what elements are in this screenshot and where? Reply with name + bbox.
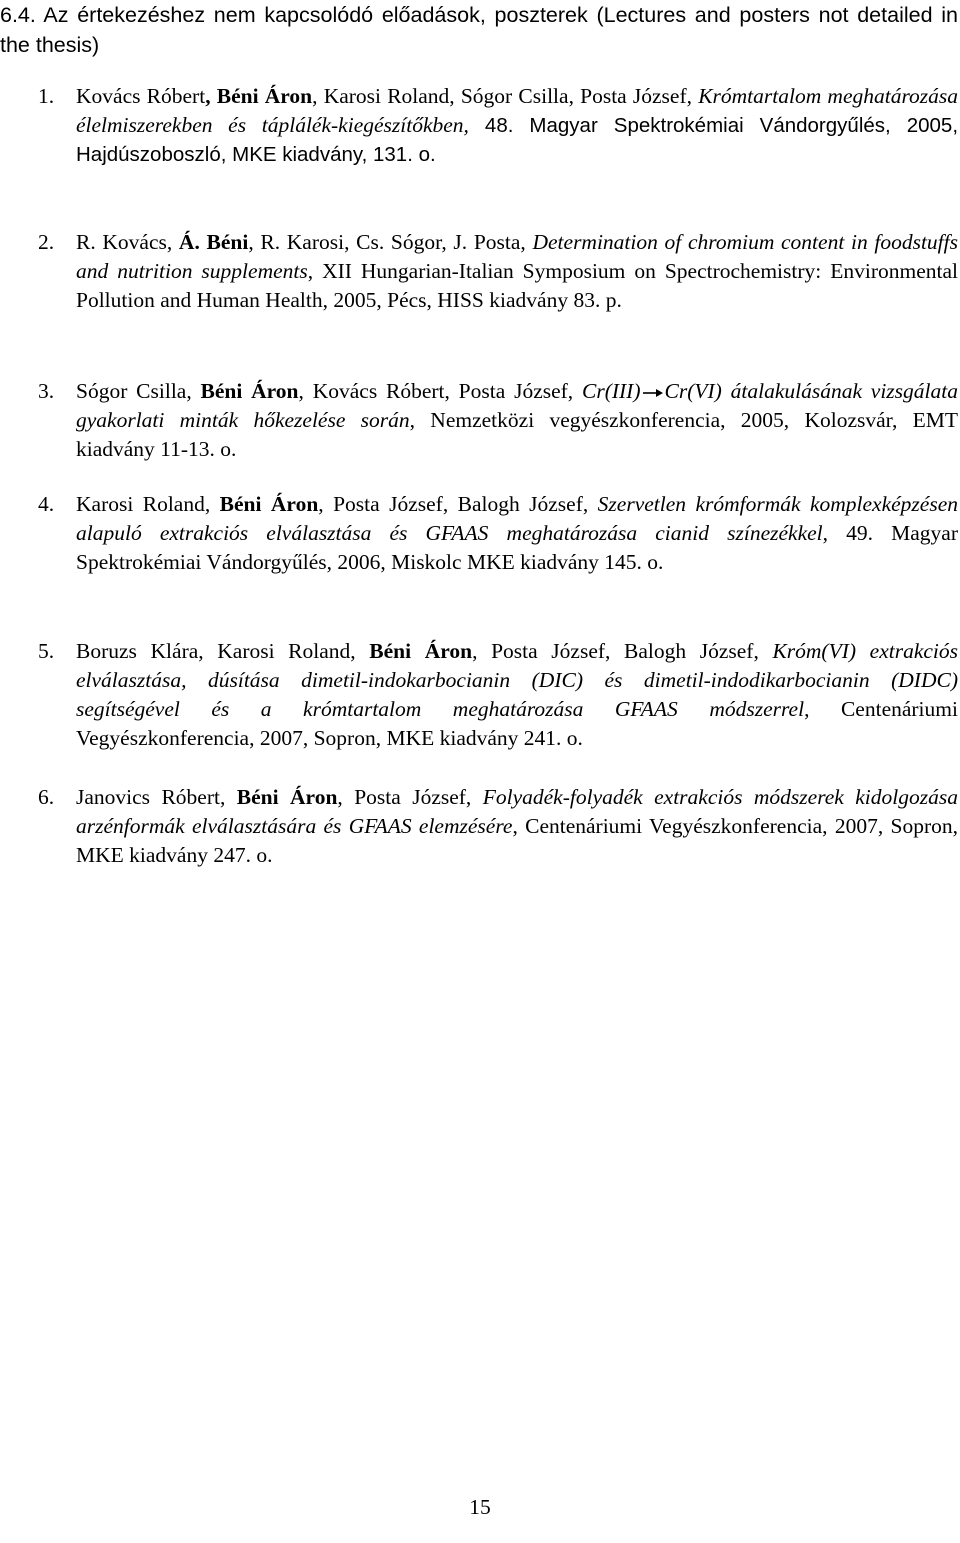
item-authors: Sógor Csilla, [76,379,201,403]
list-item [0,637,958,753]
item-author-highlight: Á. Béni [178,230,249,254]
item-authors: , R. Karosi, Cs. Sógor, J. Posta, [248,230,533,254]
item-details: , XII Hungarian-Italian Symposium on Spectrochemistry: Environmental Pollution and Human Health, 2005, Pécs, HISS kiadvány 83. p. [76,259,958,312]
item-number: 1. [38,84,55,108]
item-authors: Kovács Róbert [76,84,206,108]
item-authors: Janovics Róbert, [76,785,237,809]
right-arrow-icon [642,387,664,399]
item-number: 4. [38,492,55,516]
item-authors: Karosi Roland, [76,492,220,516]
item-title: Króm(VI) extrakciós elválasztása, dúsítása dimetil-indokarbocianin (DIC) és dimetil-indodikarbocianin (DIDC) segítségével és a krómtartalom meghatározása GFAAS módszerrel [76,639,959,721]
list-item [0,783,958,870]
page-number: 15 [469,1495,491,1519]
item-number: 6. [38,785,55,809]
item-authors: , Karosi Roland, Sógor Csilla, Posta József, [312,84,699,108]
item-authors: Boruzs Klára, Karosi Roland, [76,639,370,663]
item-authors: R. Kovács, [76,230,179,254]
list-item [0,490,958,577]
item-author-highlight: Béni Áron [369,639,473,663]
item-details: , 49. Magyar Spektrokémiai Vándorgyűlés, 2006, Miskolc MKE kiadvány 145. o. [76,521,958,574]
item-number: 2. [38,230,55,254]
item-details: , Nemzetközi vegyészkonferencia, 2005, Kolozsvár, EMT kiadvány 11-13. o. [76,408,958,461]
item-details: 48. Magyar Spektrokémiai Vándorgyűlés, 2005, Hajdúszoboszló, MKE kiadvány, 131. o. [76,114,959,166]
item-separator: , [205,84,217,108]
item-authors: , Posta József, [337,785,483,809]
item-title: Cr(III) [581,379,641,403]
item-author-highlight: Béni Áron [200,379,299,403]
list-item [0,228,958,315]
list-item [0,377,958,464]
item-title: Cr(VI) átalakulásának vizsgálata gyakorlati minták hőkezelése során [76,379,958,432]
item-text [76,490,958,577]
item-details: , Centenáriumi Vegyészkonferencia, 2007, Sopron, MKE kiadvány 241. o. [76,697,958,750]
item-number: 5. [38,639,55,663]
item-author-highlight: Béni Áron [236,785,338,809]
item-title: Krómtartalom meghatározása élelmiszerekben és táplálék-kiegészítőkben, [76,84,959,137]
item-details: , Centenáriumi Vegyészkonferencia, 2007, Sopron, MKE kiadvány 247. o. [76,814,958,867]
item-number: 3. [38,379,55,403]
item-text [76,783,958,870]
item-text [76,82,958,169]
item-text [76,228,958,315]
list-item [0,82,958,169]
item-title: Szervetlen krómformák komplexképzésen alapuló extrakciós elválasztása és GFAAS meghatározása cianid színezékkel [76,492,958,545]
item-author-highlight: Béni Áron [219,492,319,516]
item-author-highlight: Béni Áron [216,84,313,108]
item-title: Determination of chromium content in foodstuffs and nutrition supplements [76,230,958,283]
section-heading: 6.4. Az értekezéshez nem kapcsolódó előadások, poszterek (Lectures and posters not detailed in the thesis) [0,3,958,57]
item-text [76,637,958,753]
item-authors: , Kovács Róbert, Posta József, [298,379,582,403]
item-text [76,377,958,464]
item-title: Folyadék-folyadék extrakciós módszerek kidolgozása arzénformák elválasztására és GFAAS elemzésére [76,785,958,838]
item-authors: , Posta József, Balogh József, [472,639,773,663]
item-authors: , Posta József, Balogh József, [318,492,598,516]
